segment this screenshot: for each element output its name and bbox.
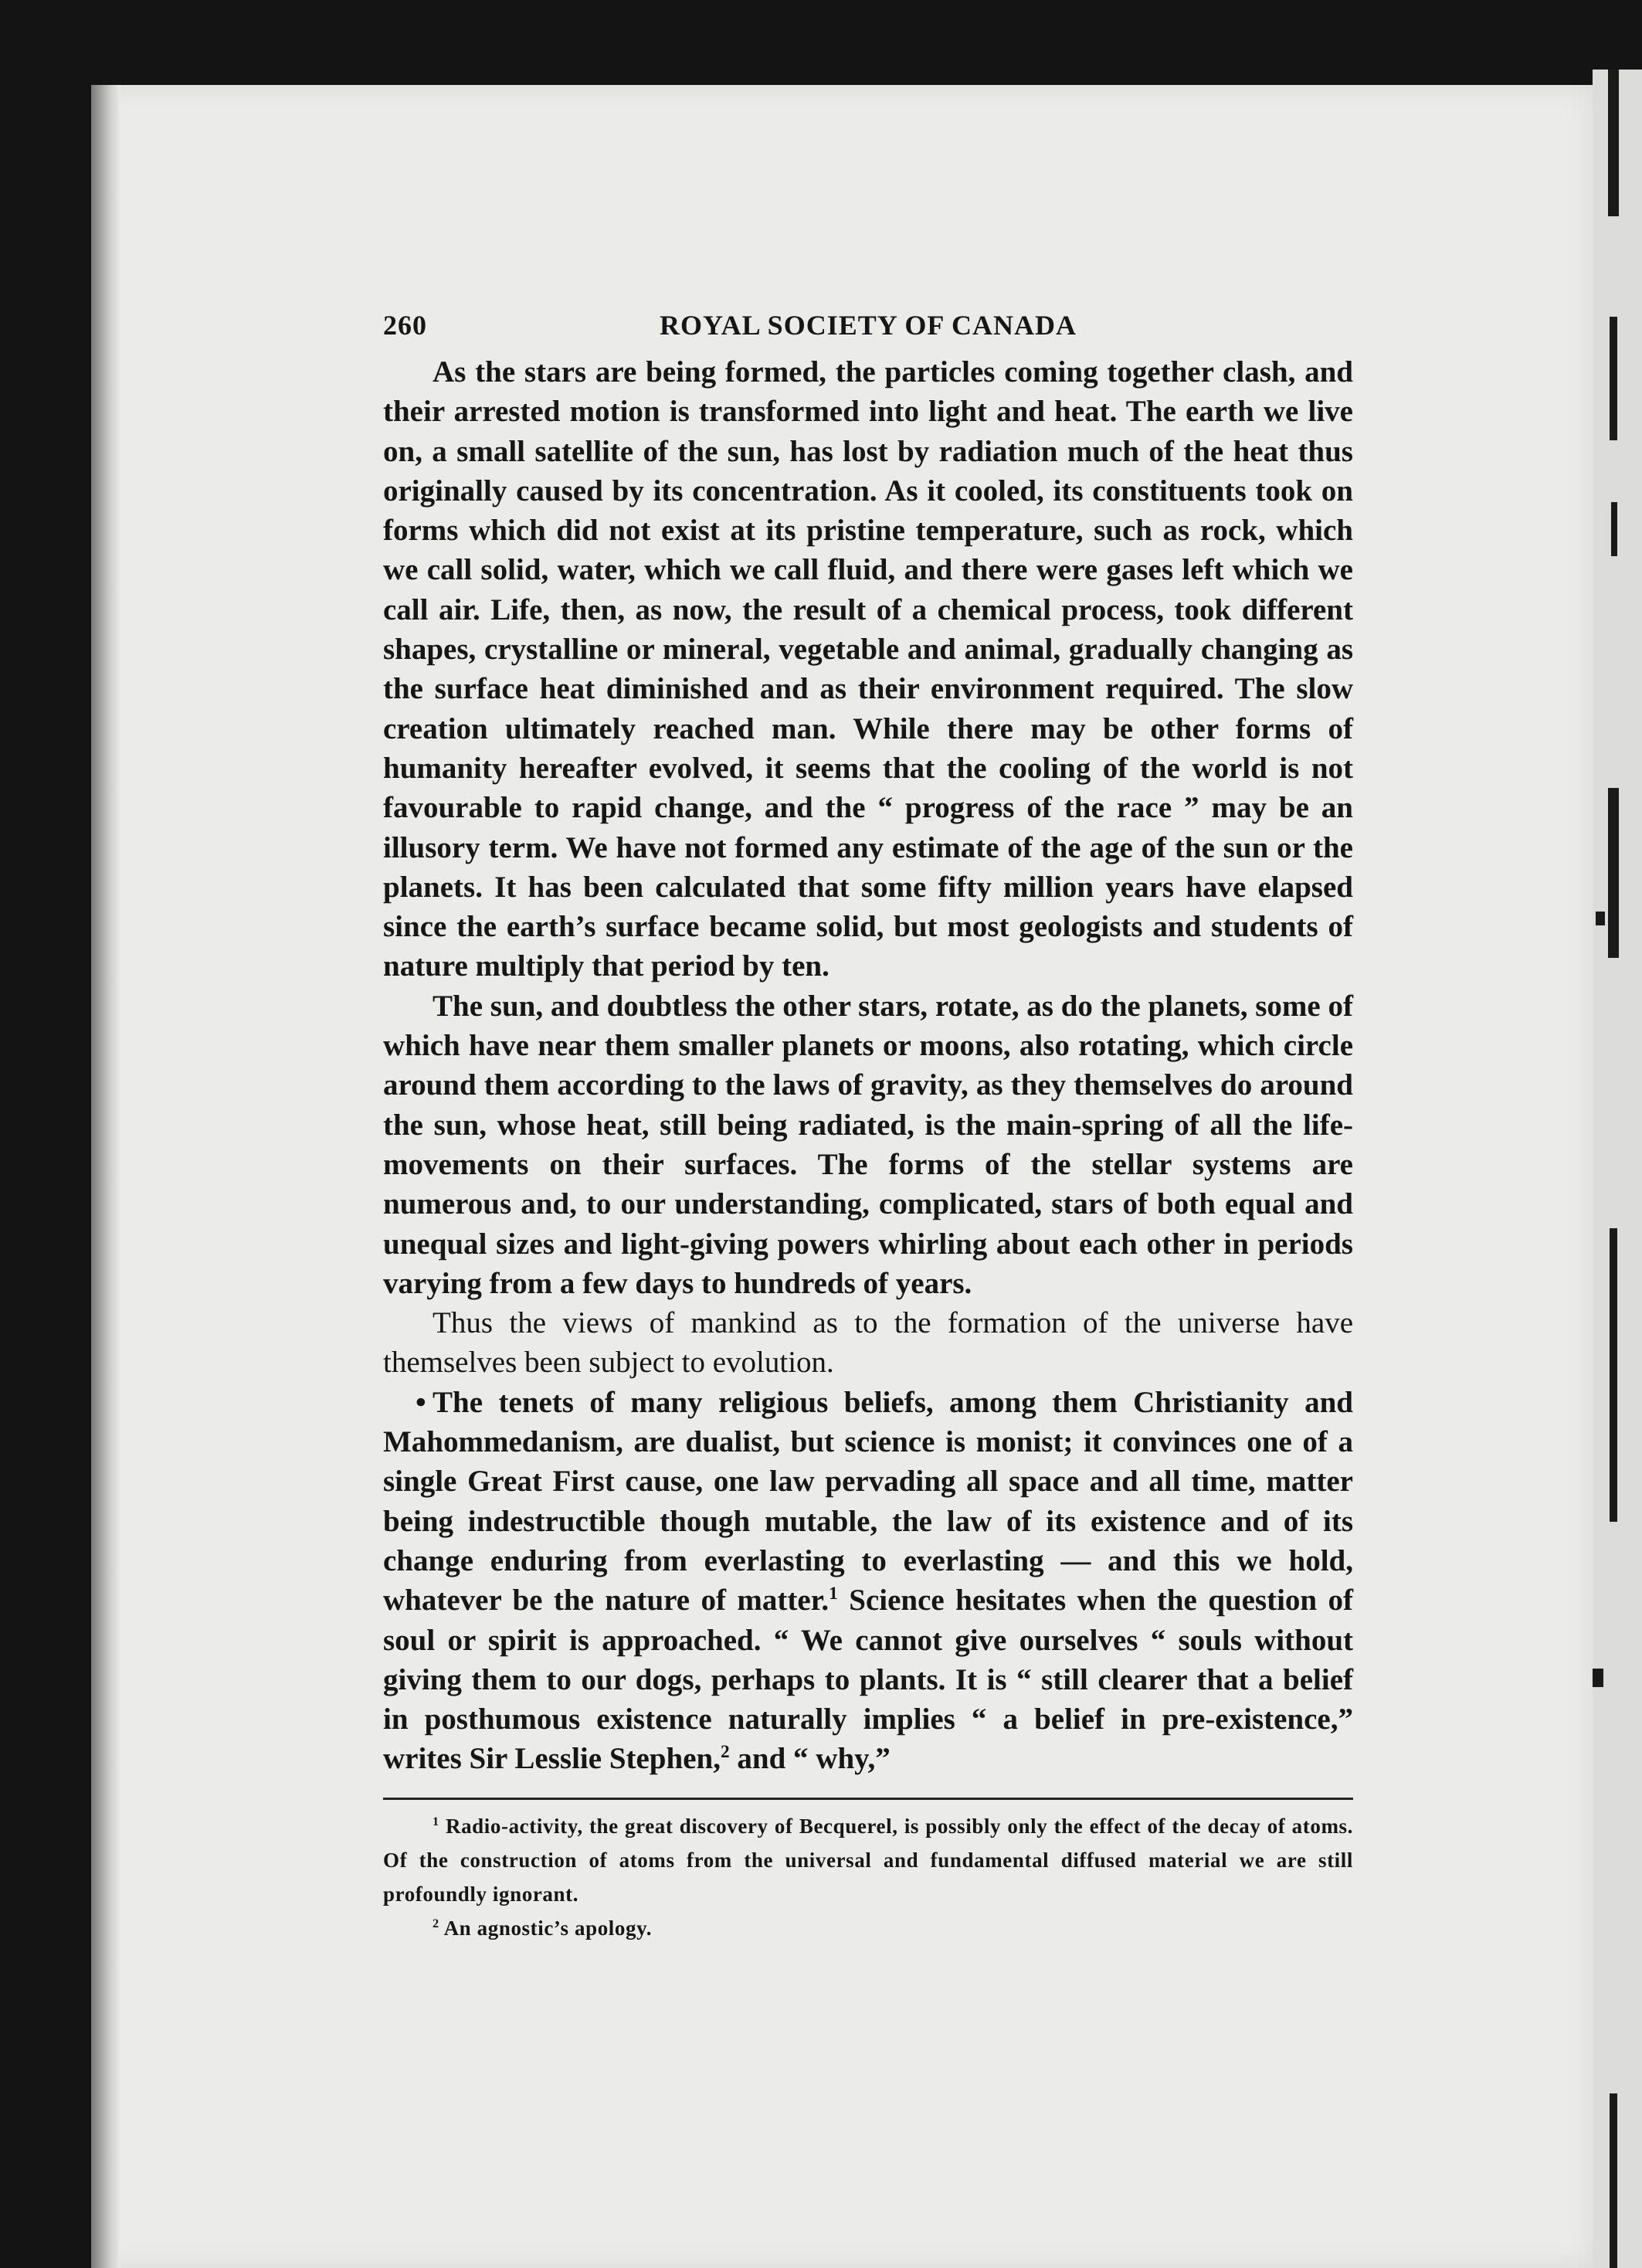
paragraph-4	[383, 1383, 1353, 1779]
text-block	[383, 309, 1353, 1945]
footnote-1	[383, 1809, 1353, 1911]
scan-mark	[1608, 70, 1619, 216]
scan-mark	[1593, 1669, 1603, 1687]
scan-mark	[1610, 317, 1617, 440]
paragraph-4-text-c: and “ why,”	[729, 1742, 891, 1776]
footnote-rule	[383, 1798, 1353, 1800]
right-margin-strip	[1593, 70, 1642, 2268]
margin-bullet: •	[416, 1385, 426, 1419]
scan-mark	[1611, 502, 1617, 556]
paragraph-4-text-a: The tenets of many religious beliefs, among them Christianity and Mahommedanism, are dualist, but science is monist; it convinces one of a single Great First cause, one law pervading all space and all time, matter being indestructible though mutable, the law of its existence and of its change enduring from everlasting to everlasting — and this we hold, whatever be the nature of matter.	[383, 1385, 1353, 1618]
footnote-2-mark: 2	[433, 1916, 439, 1930]
paragraph-2: The sun, and doubtless the other stars, rotate, as do the planets, some of which have near them smaller planets or moons, also rotating, which circle around them according to the laws of gravity, as they themselves do around the sun, whose heat, still being radiated, is the main-spring of all the life-movements on their surfaces. The forms of the stellar systems are numerous and, to our understanding, complicated, stars of both equal and unequal sizes and light-giving powers whirling about each other in periods varying from a few days to hundreds of years.	[383, 989, 1353, 1300]
scan-mark	[1608, 788, 1619, 958]
footnote-1-mark: 1	[433, 1814, 439, 1828]
scan-mark	[1610, 1228, 1617, 1522]
footnote-1-text: Radio-activity, the great discovery of Becquerel, is possibly only the effect of the decay of atoms. Of the construction of atoms from the universal and fundamental diffused material we are still profoundly ignorant.	[383, 1814, 1353, 1906]
scan-mark	[1596, 912, 1605, 925]
footnote-2-text: An agnostic’s apology.	[439, 1916, 653, 1940]
footnote-2	[383, 1911, 1353, 1945]
page-binding-edge	[91, 85, 120, 2268]
footnote-ref-2: 2	[720, 1742, 730, 1763]
footnote-ref-1: 1	[829, 1584, 838, 1604]
paragraph-1: As the stars are being formed, the particles coming together clash, and their arrested motion is transformed into light and heat. The earth we live on, a small satellite of the sun, has lost by radiation much of the heat thus originally caused by its concentration. As it cooled, its constituents took on forms which did not exist at its pristine temperature, such as rock, which we call solid, water, which we call fluid, and there were gases left which we call air. Life, then, as now, the result of a chemical process, took different shapes, crystalline or mineral, vegetable and animal, gradually changing as the surface heat diminished and as their environment required. The slow creation ultimately reached man. While there may be other forms of humanity hereafter evolved, it seems that the cooling of the world is not favourable to rapid change, and the “ progress of the race ” may be an illusory term. We have not formed any estimate of the age of the sun or the planets. It has been calculated that some fifty million years have elapsed since the earth’s surface became solid, but most geologists and students of nature multiply that period by ten.	[383, 355, 1353, 983]
scan-mark	[1610, 2093, 1617, 2268]
running-title: ROYAL SOCIETY OF CANADA	[659, 310, 1077, 341]
paragraph-3: Thus the views of mankind as to the formation of the universe have themselves been subject to evolution.	[383, 1306, 1353, 1380]
page-number: 260	[383, 310, 427, 341]
paragraph-4-text-b: Science hesitates when the question of soul or spirit is approached. “ We cannot give ourselves “ souls without giving them to our dogs, perhaps to plants. It is “ still clearer that a belief in posthumous existence naturally implies “ a belief in pre-existence,” writes Sir Lesslie Stephen,	[383, 1584, 1354, 1776]
running-head	[383, 309, 1353, 352]
